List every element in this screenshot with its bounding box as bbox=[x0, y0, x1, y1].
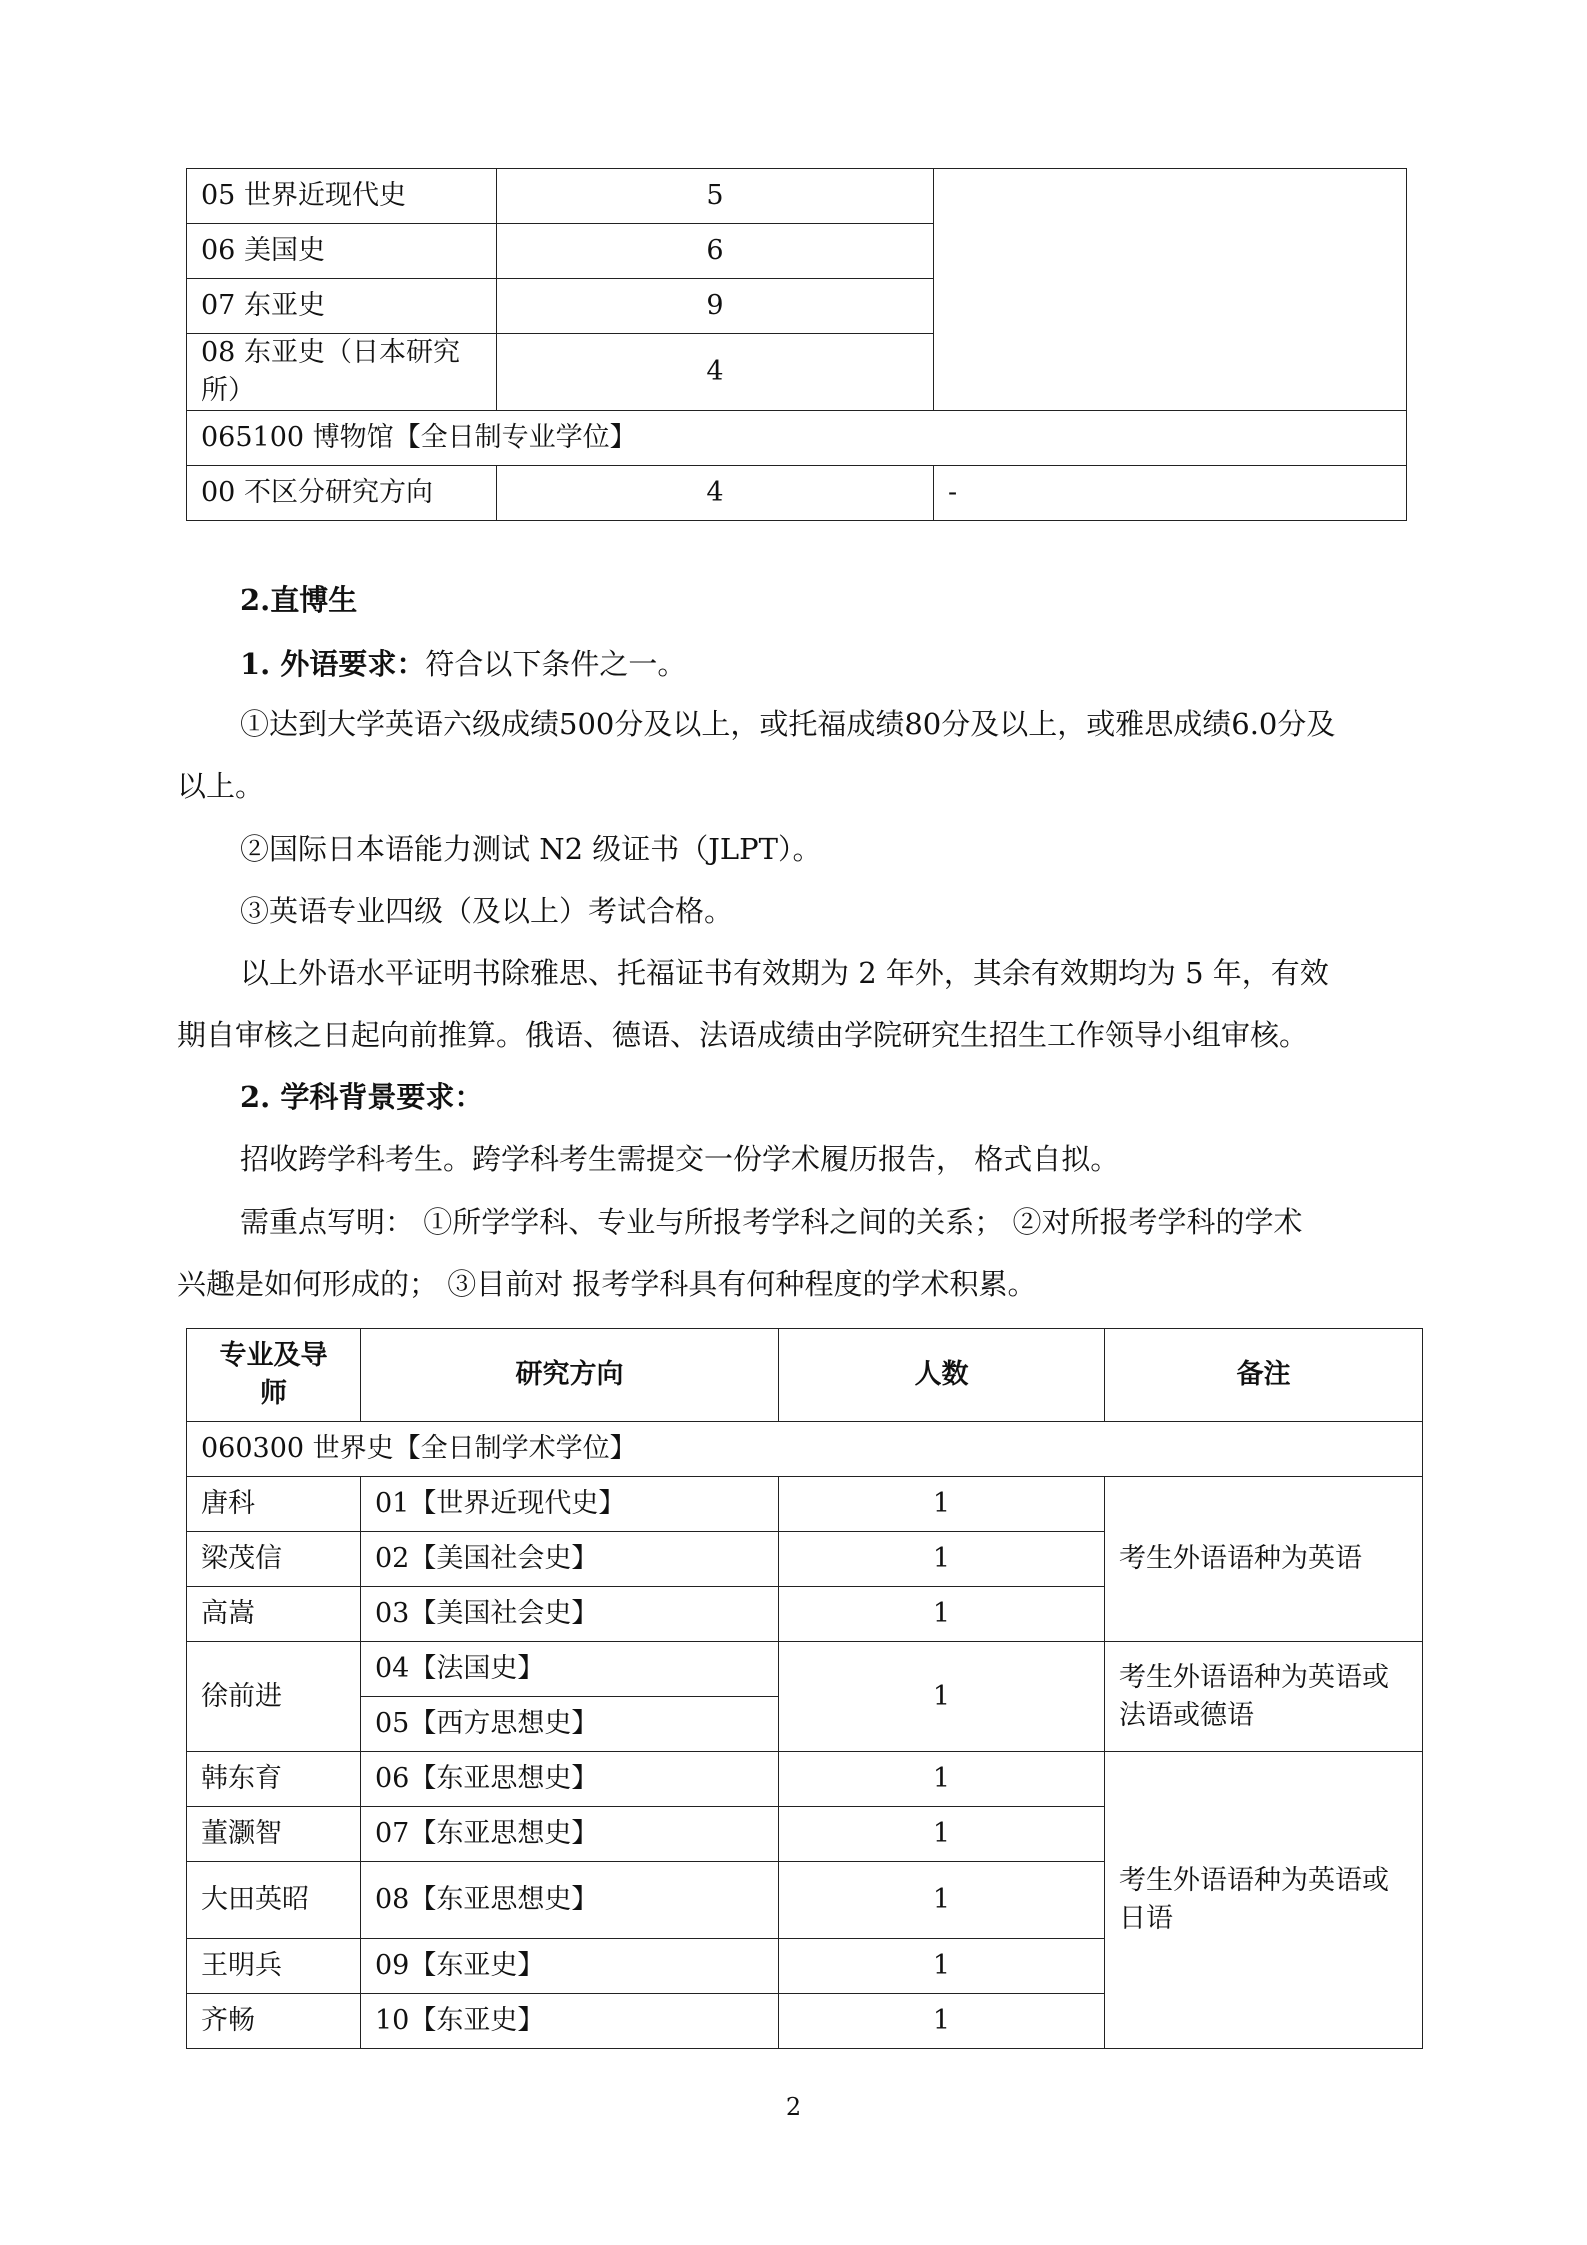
header-major: 专业及导师 bbox=[187, 1329, 361, 1422]
page-number: 2 bbox=[785, 2093, 802, 2121]
count-cell: 4 bbox=[497, 334, 934, 411]
direction-cell: 10【东亚史】 bbox=[361, 1994, 779, 2049]
note-cell: 考生外语语种为英语 bbox=[1105, 1477, 1423, 1642]
background-requirement-text1: 招收跨学科考生。跨学科考生需提交一份学术履历报告， 格式自拟。 bbox=[240, 1142, 1120, 1176]
direction-cell: 00 不区分研究方向 bbox=[187, 466, 497, 521]
advisor-cell: 梁茂信 bbox=[187, 1532, 361, 1587]
direction-cell: 01【世界近现代史】 bbox=[361, 1477, 779, 1532]
direction-cell: 05【西方思想史】 bbox=[361, 1697, 779, 1752]
note-cell: - bbox=[934, 466, 1407, 521]
section-cell: 065100 博物馆【全日制专业学位】 bbox=[187, 411, 1407, 466]
direction-cell: 03【美国社会史】 bbox=[361, 1587, 779, 1642]
section-row bbox=[187, 411, 1407, 466]
direction-cell: 04【法国史】 bbox=[361, 1642, 779, 1697]
count-cell: 1 bbox=[779, 1994, 1105, 2049]
direction-cell: 08【东亚思想史】 bbox=[361, 1862, 779, 1939]
header-direction: 研究方向 bbox=[361, 1329, 779, 1422]
count-cell: 1 bbox=[779, 1807, 1105, 1862]
advisor-cell: 徐前进 bbox=[187, 1642, 361, 1752]
count-cell: 1 bbox=[779, 1752, 1105, 1807]
advisor-cell: 王明兵 bbox=[187, 1939, 361, 1994]
language-requirement-text: 符合以下条件之一。 bbox=[425, 647, 687, 681]
table-row bbox=[187, 466, 1407, 521]
section-cell: 060300 世界史【全日制学术学位】 bbox=[187, 1422, 1423, 1477]
background-requirement-text2-line2: 兴趣是如何形成的； ③目前对 报考学科具有何种程度的学术积累。 bbox=[177, 1267, 1037, 1301]
direction-cell: 07 东亚史 bbox=[187, 279, 497, 334]
direct-phd-table bbox=[186, 1328, 1423, 2049]
validity-line2: 期自审核之日起向前推算。俄语、德语、法语成绩由学院研究生招生工作领导小组审核。 bbox=[177, 1018, 1309, 1052]
count-cell: 1 bbox=[779, 1862, 1105, 1939]
language-requirement bbox=[240, 642, 686, 686]
count-cell: 1 bbox=[779, 1642, 1105, 1752]
direction-cell: 08 东亚史（日本研究所） bbox=[187, 334, 497, 411]
table-row bbox=[187, 169, 1407, 224]
advisor-cell: 韩东育 bbox=[187, 1752, 361, 1807]
count-cell: 1 bbox=[779, 1477, 1105, 1532]
section-title: 2.直博生 bbox=[240, 583, 358, 617]
advisor-cell: 大田英昭 bbox=[187, 1862, 361, 1939]
table-row bbox=[187, 1752, 1423, 1807]
count-cell: 5 bbox=[497, 169, 934, 224]
note-cell bbox=[934, 169, 1407, 411]
direction-cell: 06【东亚思想史】 bbox=[361, 1752, 779, 1807]
advisor-cell: 齐畅 bbox=[187, 1994, 361, 2049]
direction-cell: 05 世界近现代史 bbox=[187, 169, 497, 224]
language-item-1-line2: 以上。 bbox=[177, 769, 265, 803]
validity-line1: 以上外语水平证明书除雅思、托福证书有效期为 2 年外，其余有效期均为 5 年，有效 bbox=[240, 956, 1329, 990]
count-cell: 1 bbox=[779, 1939, 1105, 1994]
background-requirement-text2-line1: 需重点写明： ①所学学科、专业与所报考学科之间的关系； ②对所报考学科的学术 bbox=[240, 1205, 1303, 1239]
direction-cell: 09【东亚史】 bbox=[361, 1939, 779, 1994]
count-cell: 9 bbox=[497, 279, 934, 334]
direction-cell: 06 美国史 bbox=[187, 224, 497, 279]
advisor-cell: 董灏智 bbox=[187, 1807, 361, 1862]
table-row bbox=[187, 1477, 1423, 1532]
direction-cell: 02【美国社会史】 bbox=[361, 1532, 779, 1587]
count-cell: 1 bbox=[779, 1532, 1105, 1587]
advisor-cell: 唐科 bbox=[187, 1477, 361, 1532]
header-note: 备注 bbox=[1105, 1329, 1423, 1422]
advisor-cell: 高嵩 bbox=[187, 1587, 361, 1642]
count-cell: 1 bbox=[779, 1587, 1105, 1642]
note-cell: 考生外语语种为英语或法语或德语 bbox=[1105, 1642, 1423, 1752]
table-header-row bbox=[187, 1329, 1423, 1422]
table-row bbox=[187, 1642, 1423, 1697]
note-cell: 考生外语语种为英语或日语 bbox=[1105, 1752, 1423, 2049]
language-requirement-label: 1. 外语要求： bbox=[240, 647, 426, 681]
admissions-table-continued bbox=[186, 168, 1407, 521]
header-count: 人数 bbox=[779, 1329, 1105, 1422]
language-item-2: ②国际日本语能力测试 N2 级证书（JLPT）。 bbox=[240, 832, 822, 866]
language-item-3: ③英语专业四级（及以上）考试合格。 bbox=[240, 894, 734, 928]
section-row bbox=[187, 1422, 1423, 1477]
background-requirement-label: 2. 学科背景要求： bbox=[240, 1080, 484, 1114]
count-cell: 6 bbox=[497, 224, 934, 279]
direction-cell: 07【东亚思想史】 bbox=[361, 1807, 779, 1862]
count-cell: 4 bbox=[497, 466, 934, 521]
language-item-1-line1: ①达到大学英语六级成绩500分及以上，或托福成绩80分及以上，或雅思成绩6.0分及 bbox=[240, 707, 1336, 741]
